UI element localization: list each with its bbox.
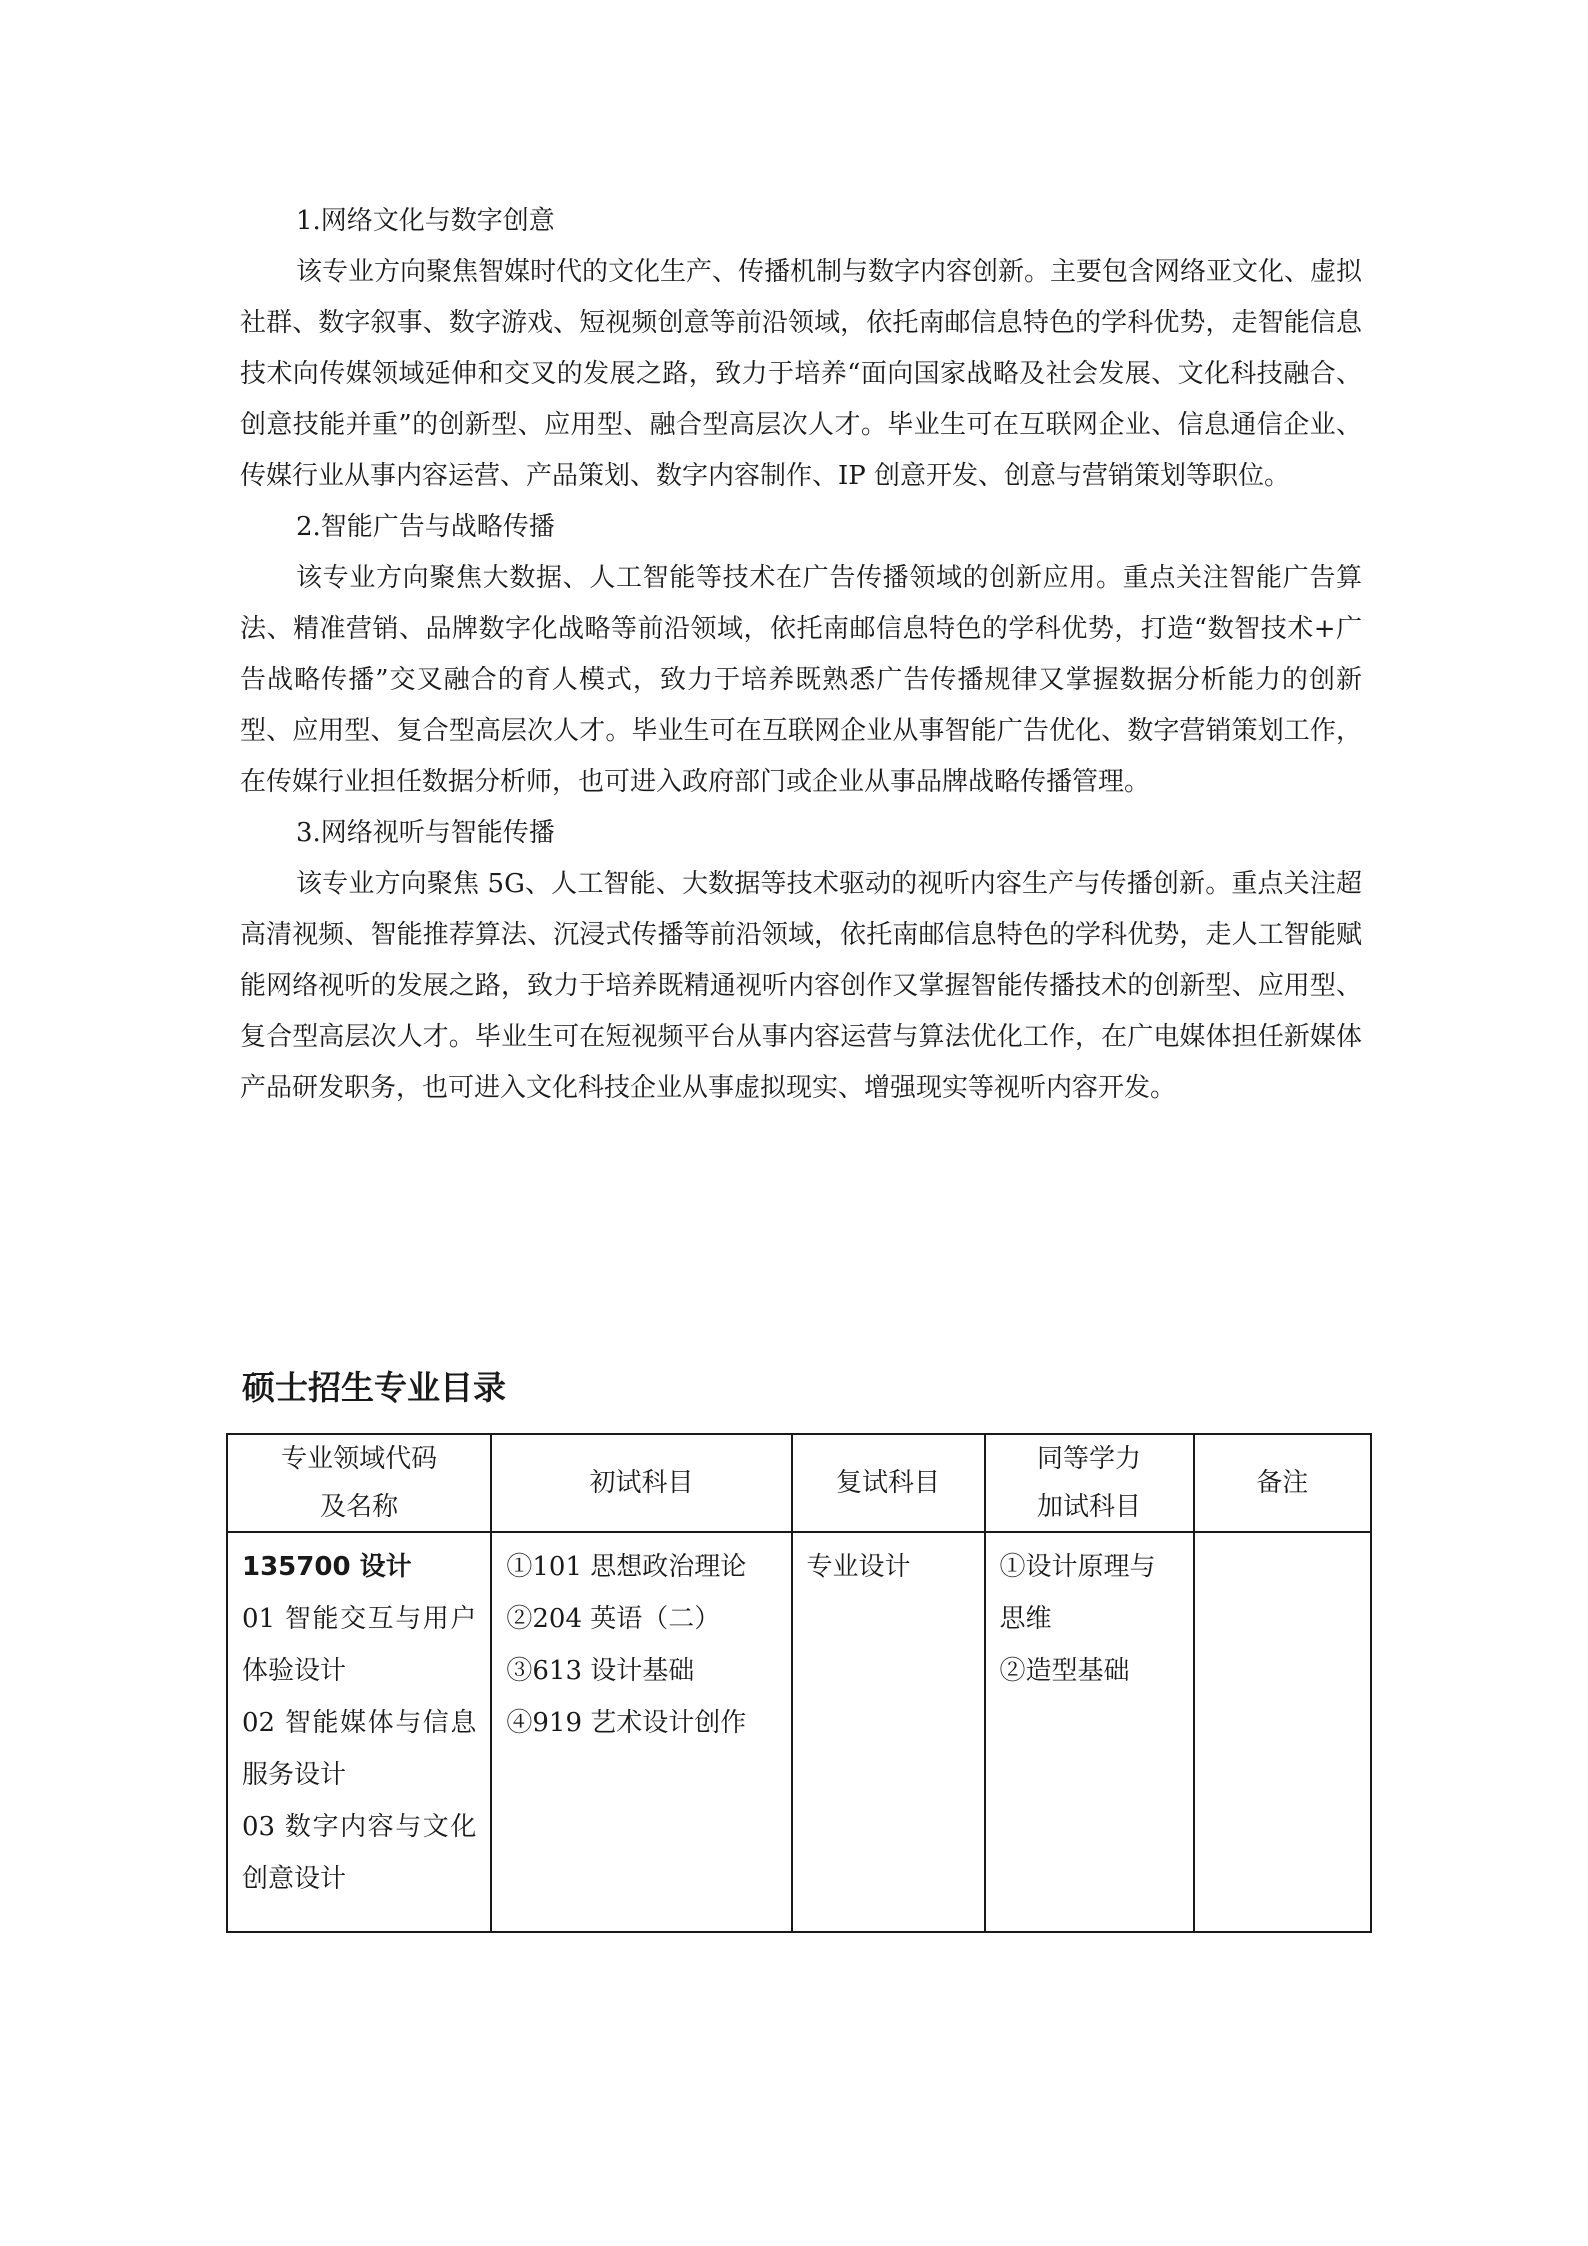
field-code-name: 135700 设计 (242, 1552, 412, 1582)
initial-subject-item: ③613 设计基础 (506, 1656, 695, 1686)
table-row (227, 1532, 1371, 1932)
header-initial: 初试科目 (491, 1434, 791, 1532)
section-heading-3: 3.网络视听与智能传播 (296, 818, 555, 848)
initial-subject-item: ②204 英语（二） (506, 1604, 721, 1634)
direction-item: 03 数字内容与文化创意设计 (242, 1812, 477, 1894)
section-body-1: 该专业方向聚焦智媒时代的文化生产、传播机制与数字内容创新。主要包含网络亚文化、虚拟社群、数字叙事、数字游戏、短视频创意等前沿领域，依托南邮信息特色的学科优势，走智能信息技术向传媒领域延伸和交叉的发展之路，致力于培养“面向国家战略及社会发展、文化科技融合、创意技能并重”的创新型、应用型、融合型高层次人才。毕业生可在互联网企业、信息通信企业、传媒行业从事内容运营、产品策划、数字内容制作、IP 创意开发、创意与营销策划等职位。 (240, 257, 1363, 491)
cell-remarks (1194, 1532, 1371, 1932)
section-heading-2: 2.智能广告与战略传播 (296, 512, 555, 542)
header-equiv-line1: 同等学力 (1037, 1444, 1142, 1474)
header-equiv (985, 1434, 1194, 1532)
header-field-line1: 专业领域代码 (281, 1444, 438, 1474)
cell-field (227, 1532, 491, 1932)
catalog-title: 硕士招生专业目录 (242, 1368, 506, 1407)
header-remarks: 备注 (1194, 1434, 1371, 1532)
document-body (240, 196, 1362, 1114)
initial-subject-item: ④919 艺术设计创作 (506, 1708, 747, 1738)
equiv-subject-item: ①设计原理与思维 (999, 1552, 1156, 1634)
section-body-2: 该专业方向聚焦大数据、人工智能等技术在广告传播领域的创新应用。重点关注智能广告算法、精准营销、品牌数字化战略等前沿领域，依托南邮信息特色的学科优势，打造“数智技术+广告战略传播”交叉融合的育人模式，致力于培养既熟悉广告传播规律又掌握数据分析能力的创新型、应用型、复合型高层次人才。毕业生可在互联网企业从事智能广告优化、数字营销策划工作，在传媒行业担任数据分析师，也可进入政府部门或企业从事品牌战略传播管理。 (240, 563, 1362, 797)
header-field (227, 1434, 491, 1532)
header-retest: 复试科目 (792, 1434, 985, 1532)
section-heading-1: 1.网络文化与数字创意 (296, 206, 555, 236)
initial-subject-item: ①101 思想政治理论 (506, 1552, 747, 1582)
catalog-table (226, 1433, 1372, 1933)
equiv-subject-item: ②造型基础 (999, 1656, 1130, 1686)
direction-item: 02 智能媒体与信息服务设计 (242, 1708, 477, 1790)
section-body-3: 该专业方向聚焦 5G、人工智能、大数据等技术驱动的视听内容生产与传播创新。重点关注超高清视频、智能推荐算法、沉浸式传播等前沿领域，依托南邮信息特色的学科优势，走人工智能赋能网络视听的发展之路，致力于培养既精通视听内容创作又掌握智能传播技术的创新型、应用型、复合型高层次人才。毕业生可在短视频平台从事内容运营与算法优化工作，在广电媒体担任新媒体产品研发职务，也可进入文化科技企业从事虚拟现实、增强现实等视听内容开发。 (240, 869, 1362, 1103)
catalog-header-row (227, 1434, 1371, 1532)
cell-retest-subject: 专业设计 (792, 1532, 985, 1932)
header-field-line2: 及名称 (320, 1492, 399, 1522)
header-equiv-line2: 加试科目 (1037, 1492, 1142, 1522)
cell-equiv-subjects (985, 1532, 1194, 1932)
cell-initial-subjects (491, 1532, 791, 1932)
direction-item: 01 智能交互与用户体验设计 (242, 1604, 477, 1686)
